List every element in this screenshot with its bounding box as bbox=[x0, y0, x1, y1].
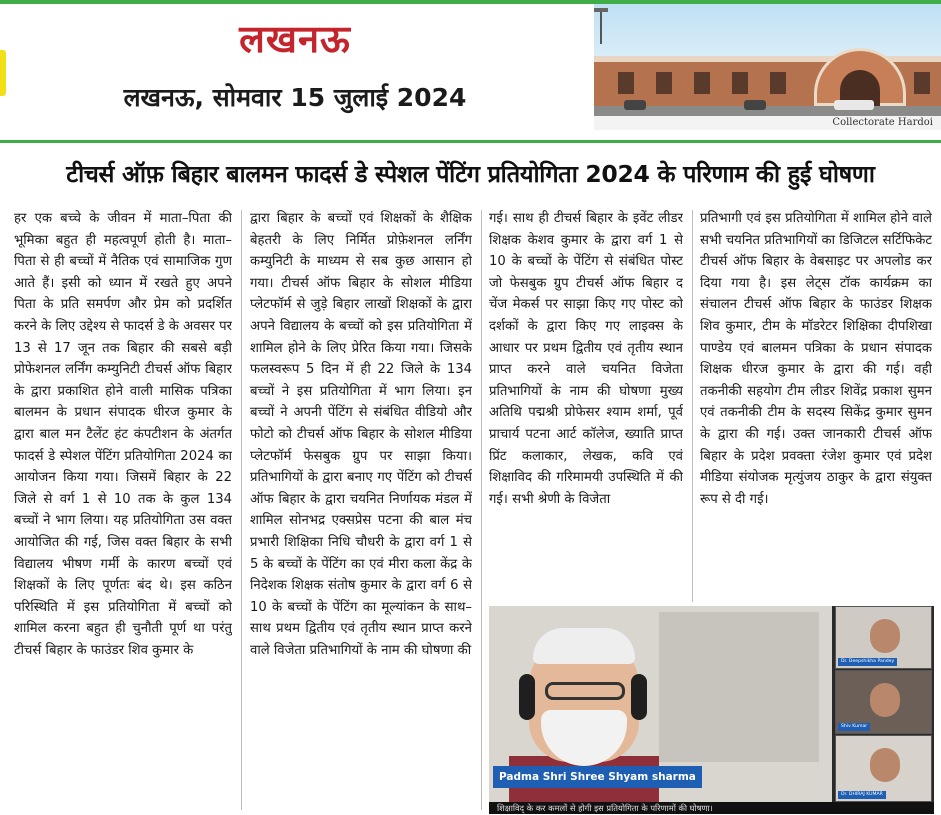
headset-left bbox=[519, 674, 535, 720]
participant-name: Dr. DHIRAJ KUMAR bbox=[838, 791, 886, 799]
participant-tile bbox=[835, 670, 932, 734]
parked-bike bbox=[624, 100, 646, 110]
building-window bbox=[914, 72, 930, 94]
speaker-name-tag: Padma Shri Shree Shyam sharma bbox=[493, 766, 702, 788]
photo-caption: Collectorate Hardoi bbox=[594, 116, 941, 130]
flag-pole-cap bbox=[594, 8, 608, 12]
column-divider bbox=[692, 210, 693, 602]
building-window bbox=[732, 72, 748, 94]
participant-face bbox=[870, 683, 900, 717]
article-column-2: द्वारा बिहार के बच्चों एवं शिक्षकों के शैक्षिक बेहतरी के लिए निर्मित प्रोफ़ेशनल लर्निंग कम्युनिटी के माध्यम से सब कुछ आसान हो गया। टीचर्स ऑफ बिहार के सोशल मीडिया प्लेटफॉर्म से जुड़े बिहार लाखों शिक्षकों के द्वारा अपने विद्यालय के बच्चों को इस प्रतियोगिता में शामिल होने के लिए प्रेरित किया गया। जिसके फलस्वरूप 5 दिन में ही 22 जिले के 134 बच्चों ने इस प्रतियोगिता में भाग लिया। इन बच्चों ने अपनी पेंटिंग से संबंधित वीडियो और फोटो को टीचर्स ऑफ बिहार के सोशल मीडिया प्लेटफॉर्म फेसबुक ग्रुप पर साझा किया। प्रतिभागियों के द्वारा बनाए गए पेंटिंग को टीचर्स ऑफ बिहार के द्वारा चयनित निर्णायक मंडल में शामिल सोनभद्र एक्सप्रेस पटना की बाल मंच प्रभारी शिक्षिका निधि चौधरी के द्वारा वर्ग 1 से 5 के बच्चों के पेंटिंग का एवं मीरा कला केंद्र के निदेशक शिक्षक संतोष कुमार के द्वारा वर्ग 6 से 10 के बच्चों के पेंटिंग का मूल्यांकन के साथ–साथ प्रथम द्वितीय एवं तृतीय स्थान प्राप्त करने वाले विजेता प्रतिभागियों के नाम की घोषणा की bbox=[250, 211, 472, 658]
video-call-screenshot bbox=[489, 606, 934, 814]
flag-pole bbox=[600, 10, 602, 44]
participant-name: Dr. Deepshikha Pandey bbox=[838, 658, 897, 666]
background-window bbox=[659, 612, 819, 762]
speaker-glasses bbox=[545, 682, 625, 700]
article-column-3: गई। साथ ही टीचर्स बिहार के इवेंट लीडर शिक्षक केशव कुमार के द्वारा वर्ग 1 से 10 के बच्चों के पेंटिंग से संबंधित पोस्ट जो फेसबुक ग्रुप टीचर्स ऑफ बिहार द चेंज मेकर्स पर साझा किए गए पोस्ट को दर्शकों के द्वारा किए गए लाइक्स के आधार पर प्रथम द्वितीय एवं तृतीय स्थान प्राप्त करने वाले चयनित विजेता प्रतिभागियों के नाम की घोषणा मुख्य अतिथि पद्मश्री प्रोफेसर श्याम शर्मा, पूर्व प्राचार्य पटना आर्ट कॉलेज, ख्याति प्राप्त प्रिंट कलाकार, लेखक, कवि एवं शिक्षाविद की गरिमामयी उपस्थिति में की गई। सभी श्रेणी के विजेता bbox=[489, 211, 683, 507]
screenshot-caption: शिक्षाविद् के कर कमलों से होगी इस प्रतियोगिता के परिणामों की घोषणा। bbox=[489, 802, 934, 814]
column-divider bbox=[241, 210, 242, 810]
masthead-photo bbox=[594, 4, 941, 130]
article-column-4: प्रतिभागी एवं इस प्रतियोगिता में शामिल होने वाले सभी चयनित प्रतिभागियों का डिजिटल सर्टिफिकेट टीचर्स ऑफ बिहार के वेबसाइट पर अपलोड कर दिया गया है। इस लेट्स टॉक कार्यक्रम का संचालन टीचर्स ऑफ बिहार के फाउंडर शिक्षक शिव कुमार, टीम के मॉडरेटर शिक्षिका दीपशिखा पाण्डेय एवं बालमन पत्रिका के प्रधान संपादक शिक्षक धीरज कुमार के द्वारा की गई। वही तकनीकी सहयोग टीम लीडर शिवेंद्र प्रकाश सुमन एवं तकनीकी टीम के सदस्य सिकेंद्र कुमार सुमन के द्वारा की गई। उक्त जानकारी टीचर्स ऑफ बिहार के प्रदेश प्रवक्ता रंजेश कुमार एवं प्रदेश मीडिया संयोजक मृत्युंजय ठाकुर के द्वारा संयुक्त रूप से दी गई। bbox=[700, 211, 932, 507]
building-window bbox=[694, 72, 710, 94]
edition-dateline: लखनऊ, सोमवार 15 जुलाई 2024 bbox=[123, 83, 467, 112]
masthead bbox=[0, 4, 941, 140]
participant-name: Shiv Kumar bbox=[838, 723, 870, 731]
participant-face bbox=[870, 748, 900, 782]
edition-city: लखनऊ bbox=[239, 16, 351, 61]
parked-bike bbox=[744, 100, 766, 110]
participant-face bbox=[870, 619, 900, 653]
building-window bbox=[770, 72, 786, 94]
building-window bbox=[656, 72, 672, 94]
participant-tile bbox=[835, 606, 932, 669]
speaker-hair bbox=[533, 628, 635, 664]
article-headline: टीचर्स ऑफ़ बिहार बालमन फादर्स डे स्पेशल पेंटिंग प्रतियोगिता 2024 के परिणाम की हुई घोषणा bbox=[66, 160, 875, 188]
headset-right bbox=[631, 674, 647, 720]
main-speaker-frame bbox=[489, 606, 832, 802]
article-column-1: हर एक बच्चे के जीवन में माता–पिता की भूमिका बहुत ही महत्वपूर्ण होती है। माता–पिता से ही बच्चों में नैतिक एवं सामाजिक गुण आते हैं। इसी को ध्यान में रखते हुए अपने पिता के प्रति समर्पण और प्रेम को प्रदर्शित करने के लिए उद्देश्य से फादर्स डे के अवसर पर 13 से 17 जून तक बिहार की सबसे बड़ी प्रोफेशनल लर्निंग कम्युनिटी टीचर्स ऑफ बिहार के द्वारा प्रकाशित होने वाली मासिक पत्रिका बालमन के प्रधान संपादक धीरज कुमार के द्वारा बाल मन टैलेंट हंट कंपटीशन के अंतर्गत फादर्स डे स्पेशल पेंटिंग प्रतियोगिता 2024 का आयोजन किया गया। जिसमें बिहार के 22 जिले से वर्ग 1 से 10 तक के कुल 134 बच्चों ने भाग लिया। यह प्रतियोगिता उस वक्त आयोजित की गई, जिस वक्त बिहार के सभी विद्यालय भीषण गर्मी के कारण बच्चों एवं शिक्षकों के लिए पूर्णतः बंद थे। इस कठिन परिस्थिति में इस प्रतियोगिता में बच्चों को शामिल करना बहुत ही चुनौती पूर्ण था परंतु टीचर्स बिहार के फाउंडर शिव कुमार के bbox=[14, 211, 232, 658]
building-window bbox=[618, 72, 634, 94]
masthead-rule bbox=[0, 140, 941, 143]
participant-tile bbox=[835, 735, 932, 802]
column-divider bbox=[481, 210, 482, 810]
parked-car bbox=[834, 100, 874, 110]
masthead-title-block bbox=[0, 4, 590, 140]
